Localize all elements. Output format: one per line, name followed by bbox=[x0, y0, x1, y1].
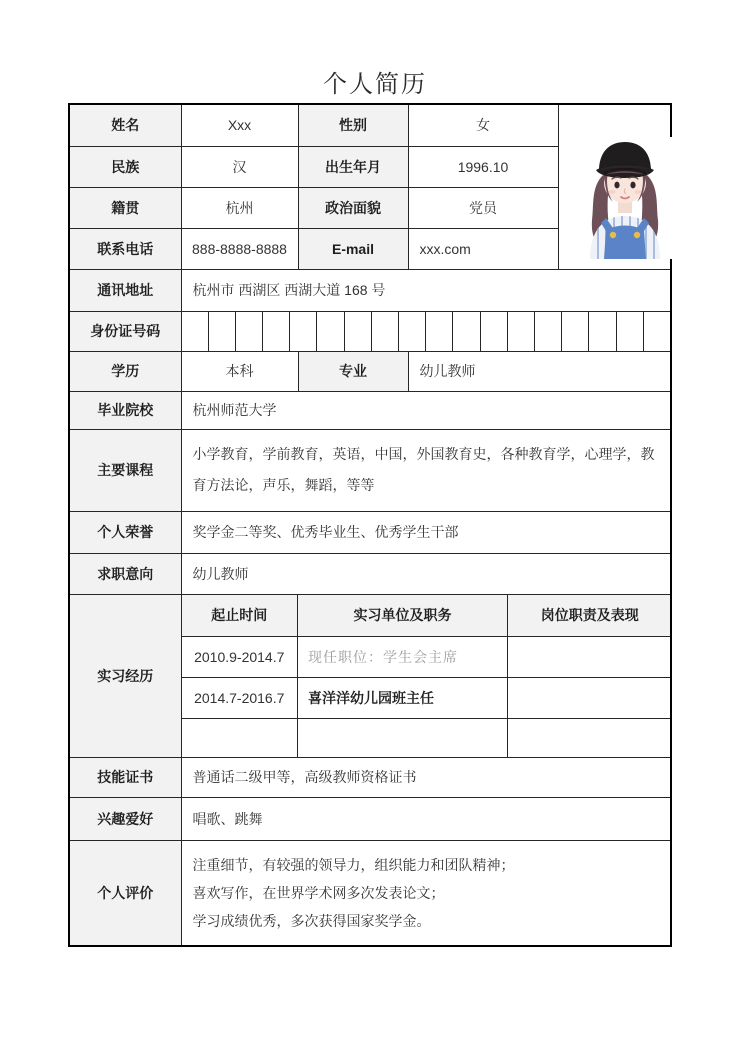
internship-duty bbox=[508, 719, 672, 757]
native-place-value: 杭州 bbox=[181, 187, 298, 228]
id-digit-box bbox=[182, 312, 208, 351]
id-number-cell bbox=[181, 311, 671, 351]
id-digit-box bbox=[235, 312, 262, 351]
internship-row bbox=[182, 719, 672, 757]
id-digit-box bbox=[262, 312, 289, 351]
name-value: Xxx bbox=[181, 104, 298, 146]
id-digit-box bbox=[534, 312, 561, 351]
internship-organization: 喜洋洋幼儿园班主任 bbox=[298, 678, 508, 719]
id-digit-box bbox=[289, 312, 316, 351]
id-digit-box bbox=[425, 312, 452, 351]
evaluation-line: 学习成绩优秀，多次获得国家奖学金。 bbox=[192, 912, 431, 929]
id-digit-box bbox=[344, 312, 371, 351]
page-title: 个人简历 bbox=[323, 71, 427, 98]
skills-label: 技能证书 bbox=[69, 757, 181, 797]
id-digit-box bbox=[371, 312, 398, 351]
internship-duty bbox=[508, 678, 672, 719]
internship-duty bbox=[508, 637, 672, 678]
skills-value: 普通话二级甲等，高级教师资格证书 bbox=[181, 757, 671, 797]
id-digit-box bbox=[507, 312, 534, 351]
honors-value: 奖学金二等奖、优秀毕业生、优秀学生干部 bbox=[181, 511, 671, 553]
id-digit-box bbox=[208, 312, 235, 351]
id-digit-box bbox=[398, 312, 425, 351]
gender-value: 女 bbox=[408, 104, 558, 146]
email-value: xxx.com bbox=[408, 228, 558, 269]
id-number-boxes bbox=[182, 312, 671, 351]
internship-period: 2014.7-2016.7 bbox=[182, 678, 298, 719]
political-status-label: 政治面貌 bbox=[298, 187, 408, 228]
courses-value: 小学教育，学前教育，英语，中国，外国教育史，各种教育学，心理学，教育方法论，声乐，舞蹈，等等 bbox=[181, 429, 671, 511]
school-label: 毕业院校 bbox=[69, 391, 181, 429]
job-objective-label: 求职意向 bbox=[69, 553, 181, 594]
id-digit-box bbox=[616, 312, 643, 351]
birth-value: 1996.10 bbox=[408, 146, 558, 187]
evaluation-line: 注重细节，有较强的领导力，组织能力和团队精神； bbox=[192, 856, 515, 873]
internship-header-duty: 岗位职责及表现 bbox=[508, 595, 672, 637]
phone-value: 888-8888-8888 bbox=[181, 228, 298, 269]
internship-row bbox=[182, 637, 672, 678]
degree-value: 本科 bbox=[181, 351, 298, 391]
id-digit-box bbox=[480, 312, 507, 351]
evaluation-label: 个人评价 bbox=[69, 840, 181, 946]
internship-section-label: 实习经历 bbox=[69, 594, 181, 757]
avatar-illustration bbox=[560, 137, 690, 259]
birth-label: 出生年月 bbox=[298, 146, 408, 187]
major-value: 幼儿教师 bbox=[408, 351, 671, 391]
ethnicity-value: 汉 bbox=[181, 146, 298, 187]
email-label: E-mail bbox=[298, 228, 408, 269]
id-digit-box bbox=[643, 312, 670, 351]
internship-table-cell bbox=[181, 594, 671, 757]
gender-label: 性别 bbox=[298, 104, 408, 146]
name-label: 姓名 bbox=[69, 104, 181, 146]
internship-table bbox=[182, 595, 672, 757]
political-status-value: 党员 bbox=[408, 187, 558, 228]
phone-label: 联系电话 bbox=[69, 228, 181, 269]
internship-period: 2010.9-2014.7 bbox=[182, 637, 298, 678]
id-digit-box bbox=[452, 312, 479, 351]
ethnicity-label: 民族 bbox=[69, 146, 181, 187]
courses-label: 主要课程 bbox=[69, 429, 181, 511]
internship-header-organization: 实习单位及职务 bbox=[298, 595, 508, 637]
degree-label: 学历 bbox=[69, 351, 181, 391]
resume-table bbox=[68, 103, 672, 947]
hobby-value: 唱歌、跳舞 bbox=[181, 797, 671, 840]
id-digit-box bbox=[316, 312, 343, 351]
id-number-label: 身份证号码 bbox=[69, 311, 181, 351]
internship-organization: 现任职位：学生会主席 bbox=[298, 637, 508, 678]
address-value: 杭州市 西湖区 西湖大道 168 号 bbox=[181, 269, 671, 311]
evaluation-value bbox=[181, 840, 671, 946]
major-label: 专业 bbox=[298, 351, 408, 391]
internship-header-period: 起止时间 bbox=[182, 595, 298, 637]
school-value: 杭州师范大学 bbox=[181, 391, 671, 429]
job-objective-value: 幼儿教师 bbox=[181, 553, 671, 594]
honors-label: 个人荣誉 bbox=[69, 511, 181, 553]
photo-cell bbox=[558, 104, 671, 269]
internship-organization bbox=[298, 719, 508, 757]
internship-period bbox=[182, 719, 298, 757]
native-place-label: 籍贯 bbox=[69, 187, 181, 228]
id-digit-box bbox=[561, 312, 588, 351]
internship-row bbox=[182, 678, 672, 719]
evaluation-line: 喜欢写作，在世界学术网多次发表论文； bbox=[192, 884, 445, 901]
hobby-label: 兴趣爱好 bbox=[69, 797, 181, 840]
id-digit-box bbox=[588, 312, 615, 351]
address-label: 通讯地址 bbox=[69, 269, 181, 311]
